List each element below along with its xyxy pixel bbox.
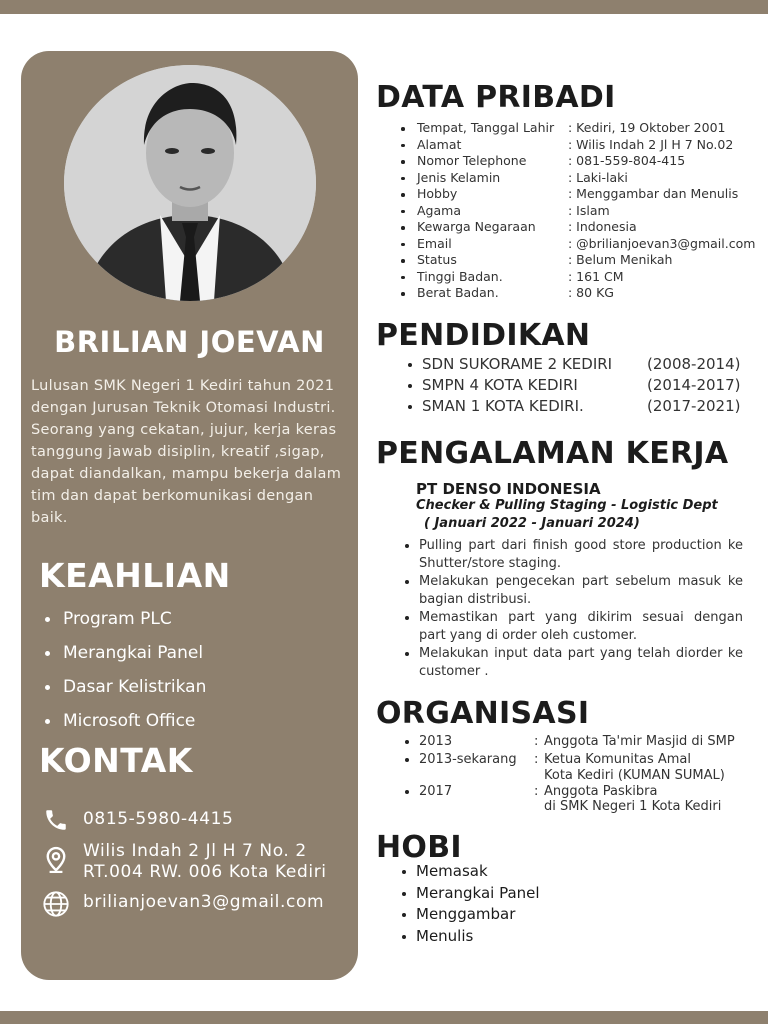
row-label: Berat Badan. [417, 285, 499, 300]
job-duty: Melakukan pengecekan part sebelum masuk ke bagian distribusi. [405, 573, 743, 609]
job-period: ( Januari 2022 - Januari 2024) [424, 516, 640, 531]
globe-icon [41, 889, 71, 919]
row-label: Alamat [417, 136, 462, 152]
hobbies-list [400, 861, 540, 947]
row-value: : 80 KG [568, 285, 614, 300]
organization-desc: Kota Kediri (KUMAN SUMAL) [544, 768, 725, 783]
organization-year: 2013-sekarang [419, 752, 517, 767]
contact-address [83, 841, 327, 883]
education-years: (2008-2014) [647, 355, 741, 373]
hobby-item: Menggambar [400, 904, 540, 926]
row-label: Tempat, Tanggal Lahir [417, 120, 555, 135]
education-years: (2017-2021) [647, 397, 741, 415]
row-label: Email [417, 235, 452, 251]
row-value: : Wilis Indah 2 Jl H 7 No.02 [568, 136, 734, 152]
row-value: : Kediri, 19 Oktober 2001 [568, 120, 726, 135]
skill-item: Program PLC [41, 604, 206, 638]
job-duties-list [405, 537, 743, 681]
organization-heading: ORGANISASI [376, 696, 590, 731]
location-pin-icon [41, 845, 71, 875]
profile-name: BRILIAN JOEVAN [54, 325, 325, 359]
row-value: : Menggambar dan Menulis [568, 186, 739, 201]
job-duty: Pulling part dari finish good store production ke Shutter/store staging. [405, 537, 743, 573]
row-value: : Indonesia [568, 219, 637, 234]
education-years: (2014-2017) [647, 376, 741, 394]
row-label: Agama [417, 202, 461, 218]
personal-data-heading: DATA PRIBADI [376, 80, 616, 115]
education-school: SMAN 1 KOTA KEDIRI. [422, 397, 584, 415]
contact-phone-row [41, 805, 233, 835]
row-label: Hobby [417, 186, 458, 201]
organization-year: 2017 [419, 784, 453, 799]
job-role: Checker & Pulling Staging - Logistic Dept [416, 498, 718, 513]
address-line-2: RT.004 RW. 006 Kota Kediri [83, 862, 327, 882]
organization-desc: Anggota Ta'mir Masjid di SMP [544, 734, 735, 749]
profile-summary: Lulusan SMK Negeri 1 Kediri tahun 2021 dengan Jurusan Teknik Otomasi Industri. Seorang yang cekatan, jujur, kerja keras tanggung jawab disiplin, kreatif ,sigap, dapat diandalkan, mampu bekerja dalam tim dan dapat berkomunikasi dengan baik. [31, 378, 342, 526]
profile-photo [64, 65, 316, 301]
job-duty: Memastikan part yang dikirim sesuai dengan part yang di order oleh customer. [405, 609, 743, 645]
row-value: : Laki-laki [568, 169, 628, 185]
organization-desc: Ketua Komunitas Amal [544, 752, 691, 767]
hobby-item: Memasak [400, 861, 540, 883]
phone-icon [41, 805, 71, 835]
row-value: : Islam [568, 202, 610, 218]
skills-list [41, 604, 206, 740]
contact-email[interactable]: brilianjoevan3@gmail.com [83, 892, 325, 912]
row-label: Kewarga Negaraan [417, 219, 536, 234]
job-duty: Melakukan input data part yang telah diorder ke customer . [405, 645, 743, 681]
contact-heading: KONTAK [39, 741, 193, 780]
row-label: Status [417, 252, 457, 267]
sidebar-panel [21, 51, 358, 980]
row-label: Nomor Telephone [417, 153, 527, 168]
contact-email-row [41, 889, 324, 919]
experience-heading: PENGALAMAN KERJA [376, 436, 729, 471]
skill-item: Microsoft Office [41, 706, 206, 740]
row-value: : 161 CM [568, 268, 624, 284]
bottom-accent-bar [0, 1011, 768, 1024]
education-school: SDN SUKORAME 2 KEDIRI [422, 355, 613, 373]
skill-item: Dasar Kelistrikan [41, 672, 206, 706]
row-label: Jenis Kelamin [417, 169, 501, 185]
organization-year: 2013 [419, 734, 453, 749]
hobby-item: Menulis [400, 926, 540, 948]
row-value: : Belum Menikah [568, 252, 673, 267]
education-heading: PENDIDIKAN [376, 318, 591, 353]
address-line-1: Wilis Indah 2 Jl H 7 No. 2 [83, 841, 307, 861]
top-accent-bar [0, 0, 768, 14]
row-value: : 081-559-804-415 [568, 153, 686, 168]
job-company: PT DENSO INDONESIA [416, 480, 601, 498]
contact-phone: 0815-5980-4415 [83, 809, 234, 829]
skill-item: Merangkai Panel [41, 638, 206, 672]
organization-desc: Anggota Paskibra [544, 784, 658, 799]
skills-heading: KEAHLIAN [39, 556, 231, 595]
contact-address-row [41, 841, 327, 883]
organization-desc: di SMK Negeri 1 Kota Kediri [544, 799, 722, 814]
row-label: Tinggi Badan. [417, 268, 503, 284]
row-value: : @brilianjoevan3@gmail.com [568, 235, 756, 251]
education-school: SMPN 4 KOTA KEDIRI [422, 376, 578, 394]
hobbies-heading: HOBI [376, 830, 462, 865]
hobby-item: Merangkai Panel [400, 883, 540, 905]
